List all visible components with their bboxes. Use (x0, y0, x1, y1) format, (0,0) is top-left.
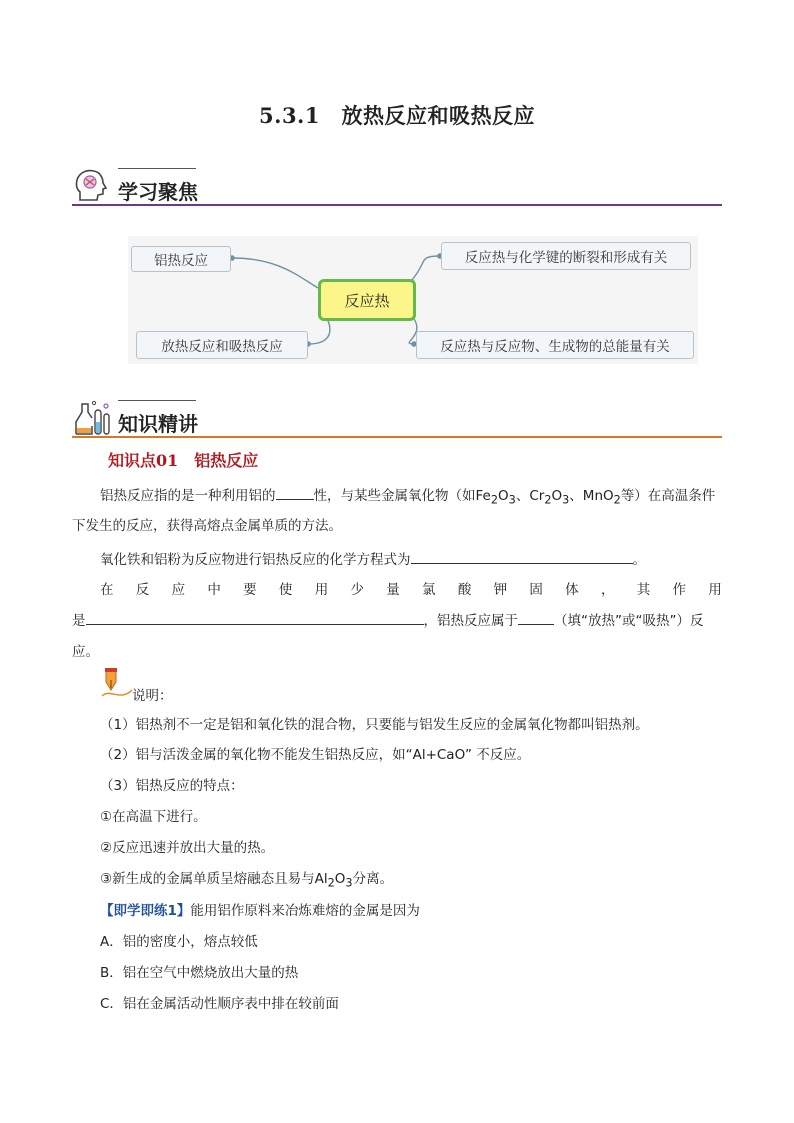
para1-text-b: 性，与某些金属氧化物（如Fe (313, 488, 491, 504)
note-title: 说明： (132, 688, 173, 704)
lab-flask-icon (72, 398, 112, 438)
blank-kclo3-role[interactable] (86, 610, 424, 625)
mindmap-node-exo-endo: 放热反应和吸热反应 (136, 331, 308, 359)
section-focus-title: 学习聚焦 (118, 180, 198, 204)
para3-line1: 在 反 应 中 要 使 用 少 量 氯 酸 钾 固 体 ， 其 作 用 (100, 582, 722, 598)
mindmap-center-node: 反应热 (318, 279, 416, 321)
note-sub-1: ①在高温下进行。 (100, 809, 207, 825)
mindmap (128, 236, 698, 364)
para3-line3: 应。 (72, 644, 99, 660)
section-focus-header (72, 166, 722, 206)
section-knowledge-underline (72, 436, 722, 438)
note-sub-2: ②反应迅速并放出大量的热。 (100, 840, 275, 856)
mindmap-node-bonds: 反应热与化学键的断裂和形成有关 (441, 242, 691, 270)
knowledge-point-heading: 知识点01 铝热反应 (108, 451, 259, 470)
section-focus-topline (118, 168, 196, 169)
blank-reducing[interactable] (276, 485, 314, 500)
pen-tip-icon (100, 668, 134, 702)
exercise-option-a[interactable]: A．铝的密度小，熔点较低 (100, 934, 258, 950)
para3-line2: 是 ，铝热反应属于 （填“放热”或“吸热”）反 (72, 610, 703, 631)
brain-head-icon (72, 166, 112, 206)
note-sub-3: ③新生成的金属单质呈熔融态且易与$Al_2O_3$分离。 (100, 871, 394, 890)
exercise-option-b[interactable]: B．铝在空气中燃烧放出大量的热 (100, 965, 299, 981)
section-focus-underline (72, 204, 722, 206)
exercise-question: 【即学即练1】能用铝作原料来冶炼难熔的金属是因为 (100, 903, 420, 919)
section-knowledge-title: 知识精讲 (118, 412, 198, 436)
exercise-tag: 【即学即练1】 (100, 903, 191, 919)
para1-line2: 下发生的反应，获得高熔点金属单质的方法。 (72, 518, 342, 534)
para1-text-a: 铝热反应指的是一种利用铝的 (100, 488, 276, 504)
note-item-1: （1）铝热剂不一定是铝和氧化铁的混合物，只要能与铝发生反应的金属氧化物都叫铝热剂。 (100, 717, 649, 733)
note-item-2: （2）铝与活泼金属的氧化物不能发生铝热反应，如“Al+CaO” 不反应。 (100, 747, 531, 763)
para2: 氧化铁和铝粉为反应物进行铝热反应的化学方程式为 。 (100, 549, 646, 570)
note-item-3: （3）铝热反应的特点： (100, 778, 244, 794)
exercise-option-c[interactable]: C．铝在金属活动性顺序表中排在较前面 (100, 996, 339, 1012)
section-knowledge-header (72, 398, 722, 438)
para1-line1: 铝热反应指的是一种利用铝的 性，与某些金属氧化物（如$Fe_2O_3$、$Cr_2O_3$、MnO$_2$等）在高温条件 (100, 485, 715, 511)
mindmap-node-thermite: 铝热反应 (131, 246, 231, 272)
mindmap-node-energy: 反应热与反应物、生成物的总能量有关 (416, 331, 694, 359)
section-knowledge-topline (118, 400, 196, 401)
blank-equation[interactable] (411, 549, 633, 564)
page-title: 5.3.1 放热反应和吸热反应 (259, 103, 535, 128)
blank-exo-endo[interactable] (518, 610, 554, 625)
